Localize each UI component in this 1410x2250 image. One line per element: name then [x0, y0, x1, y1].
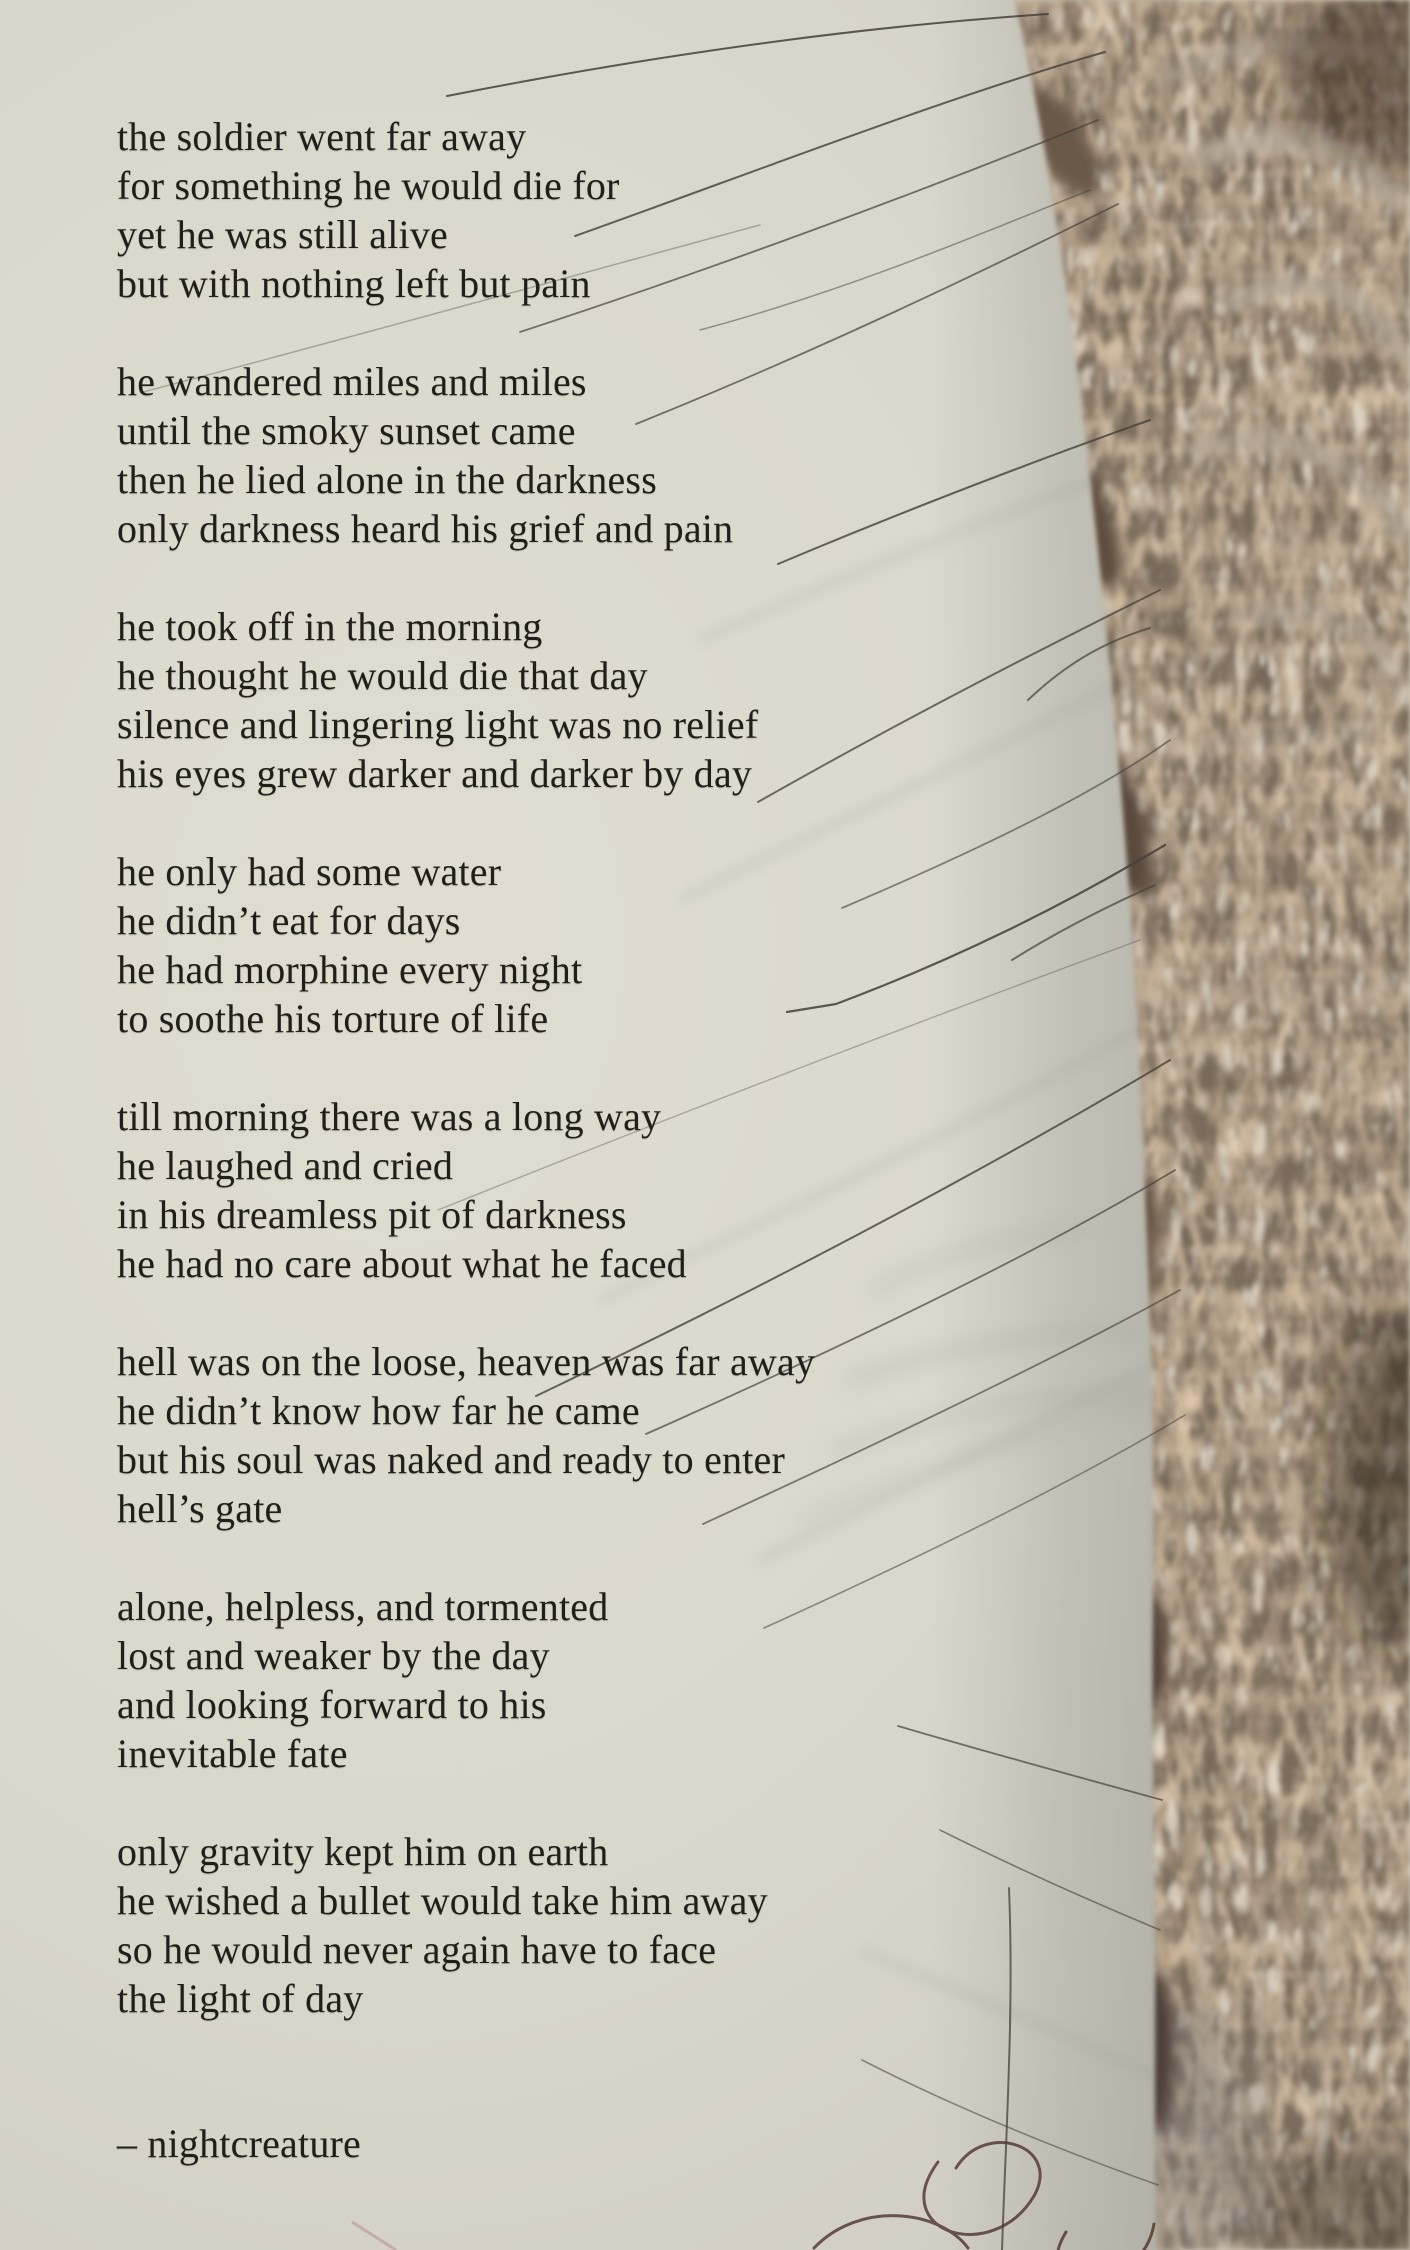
poem-line: his eyes grew darker and darker by day [117, 751, 753, 796]
poem-line: hell’s gate [117, 1486, 283, 1531]
poem-line: the soldier went far away [117, 114, 527, 159]
poem-line: the light of day [117, 1976, 364, 2021]
poem-line: he had no care about what he faced [117, 1241, 687, 1286]
poem-stanza [117, 847, 897, 1043]
poem-line: he thought he would die that day [117, 653, 648, 698]
poem-line: he wished a bullet would take him away [117, 1878, 768, 1923]
poem-line: until the smoky sunset came [117, 408, 576, 453]
pale-stems [1203, 1840, 1324, 2250]
poem-signature: – nightcreature [117, 2121, 361, 2166]
poem-line: but with nothing left but pain [117, 261, 591, 306]
poem-stanza [117, 1582, 897, 1778]
poem [117, 112, 897, 2023]
poem-stanza [117, 1092, 897, 1288]
poem-stanza [117, 357, 897, 553]
poem-line: inevitable fate [117, 1731, 348, 1776]
poem-line: yet he was still alive [117, 212, 448, 257]
poem-line: lost and weaker by the day [117, 1633, 550, 1678]
poem-line: he only had some water [117, 849, 502, 894]
poem-line: but his soul was naked and ready to enter [117, 1437, 786, 1482]
poem-stanza [117, 1337, 897, 1533]
poem-line: hell was on the loose, heaven was far away [117, 1339, 816, 1384]
poem-line: silence and lingering light was no relief [117, 702, 759, 747]
poem-line: he wandered miles and miles [117, 359, 587, 404]
poem-line: so he would never again have to face [117, 1927, 717, 1972]
poem-line: for something he would die for [117, 163, 620, 208]
poem-line: he didn’t eat for days [117, 898, 461, 943]
grass-mass [940, 0, 1410, 2250]
poem-stanza [117, 602, 897, 798]
poem-line: in his dreamless pit of darkness [117, 1192, 627, 1237]
poem-line: he didn’t know how far he came [117, 1388, 640, 1433]
poem-stanza [117, 1827, 897, 2023]
poem-line: then he lied alone in the darkness [117, 457, 657, 502]
poem-text-block [117, 112, 897, 2168]
poem-line: he had morphine every night [117, 947, 583, 992]
poem-line: only gravity kept him on earth [117, 1829, 609, 1874]
poem-line: he took off in the morning [117, 604, 543, 649]
poem-line: till morning there was a long way [117, 1094, 662, 1139]
poem-line: alone, helpless, and tormented [117, 1584, 609, 1629]
poem-line: to soothe his torture of life [117, 996, 549, 1041]
edge-tufts [1007, 75, 1175, 2130]
poem-line: only darkness heard his grief and pain [117, 506, 734, 551]
poem-stanza [117, 112, 897, 308]
seed-fluff [1130, 43, 1408, 1010]
pink-scratch [352, 2222, 396, 2250]
poem-line: he laughed and cried [117, 1143, 454, 1188]
tonal-shading [1120, 0, 1410, 2250]
poem-line: and looking forward to his [117, 1682, 547, 1727]
